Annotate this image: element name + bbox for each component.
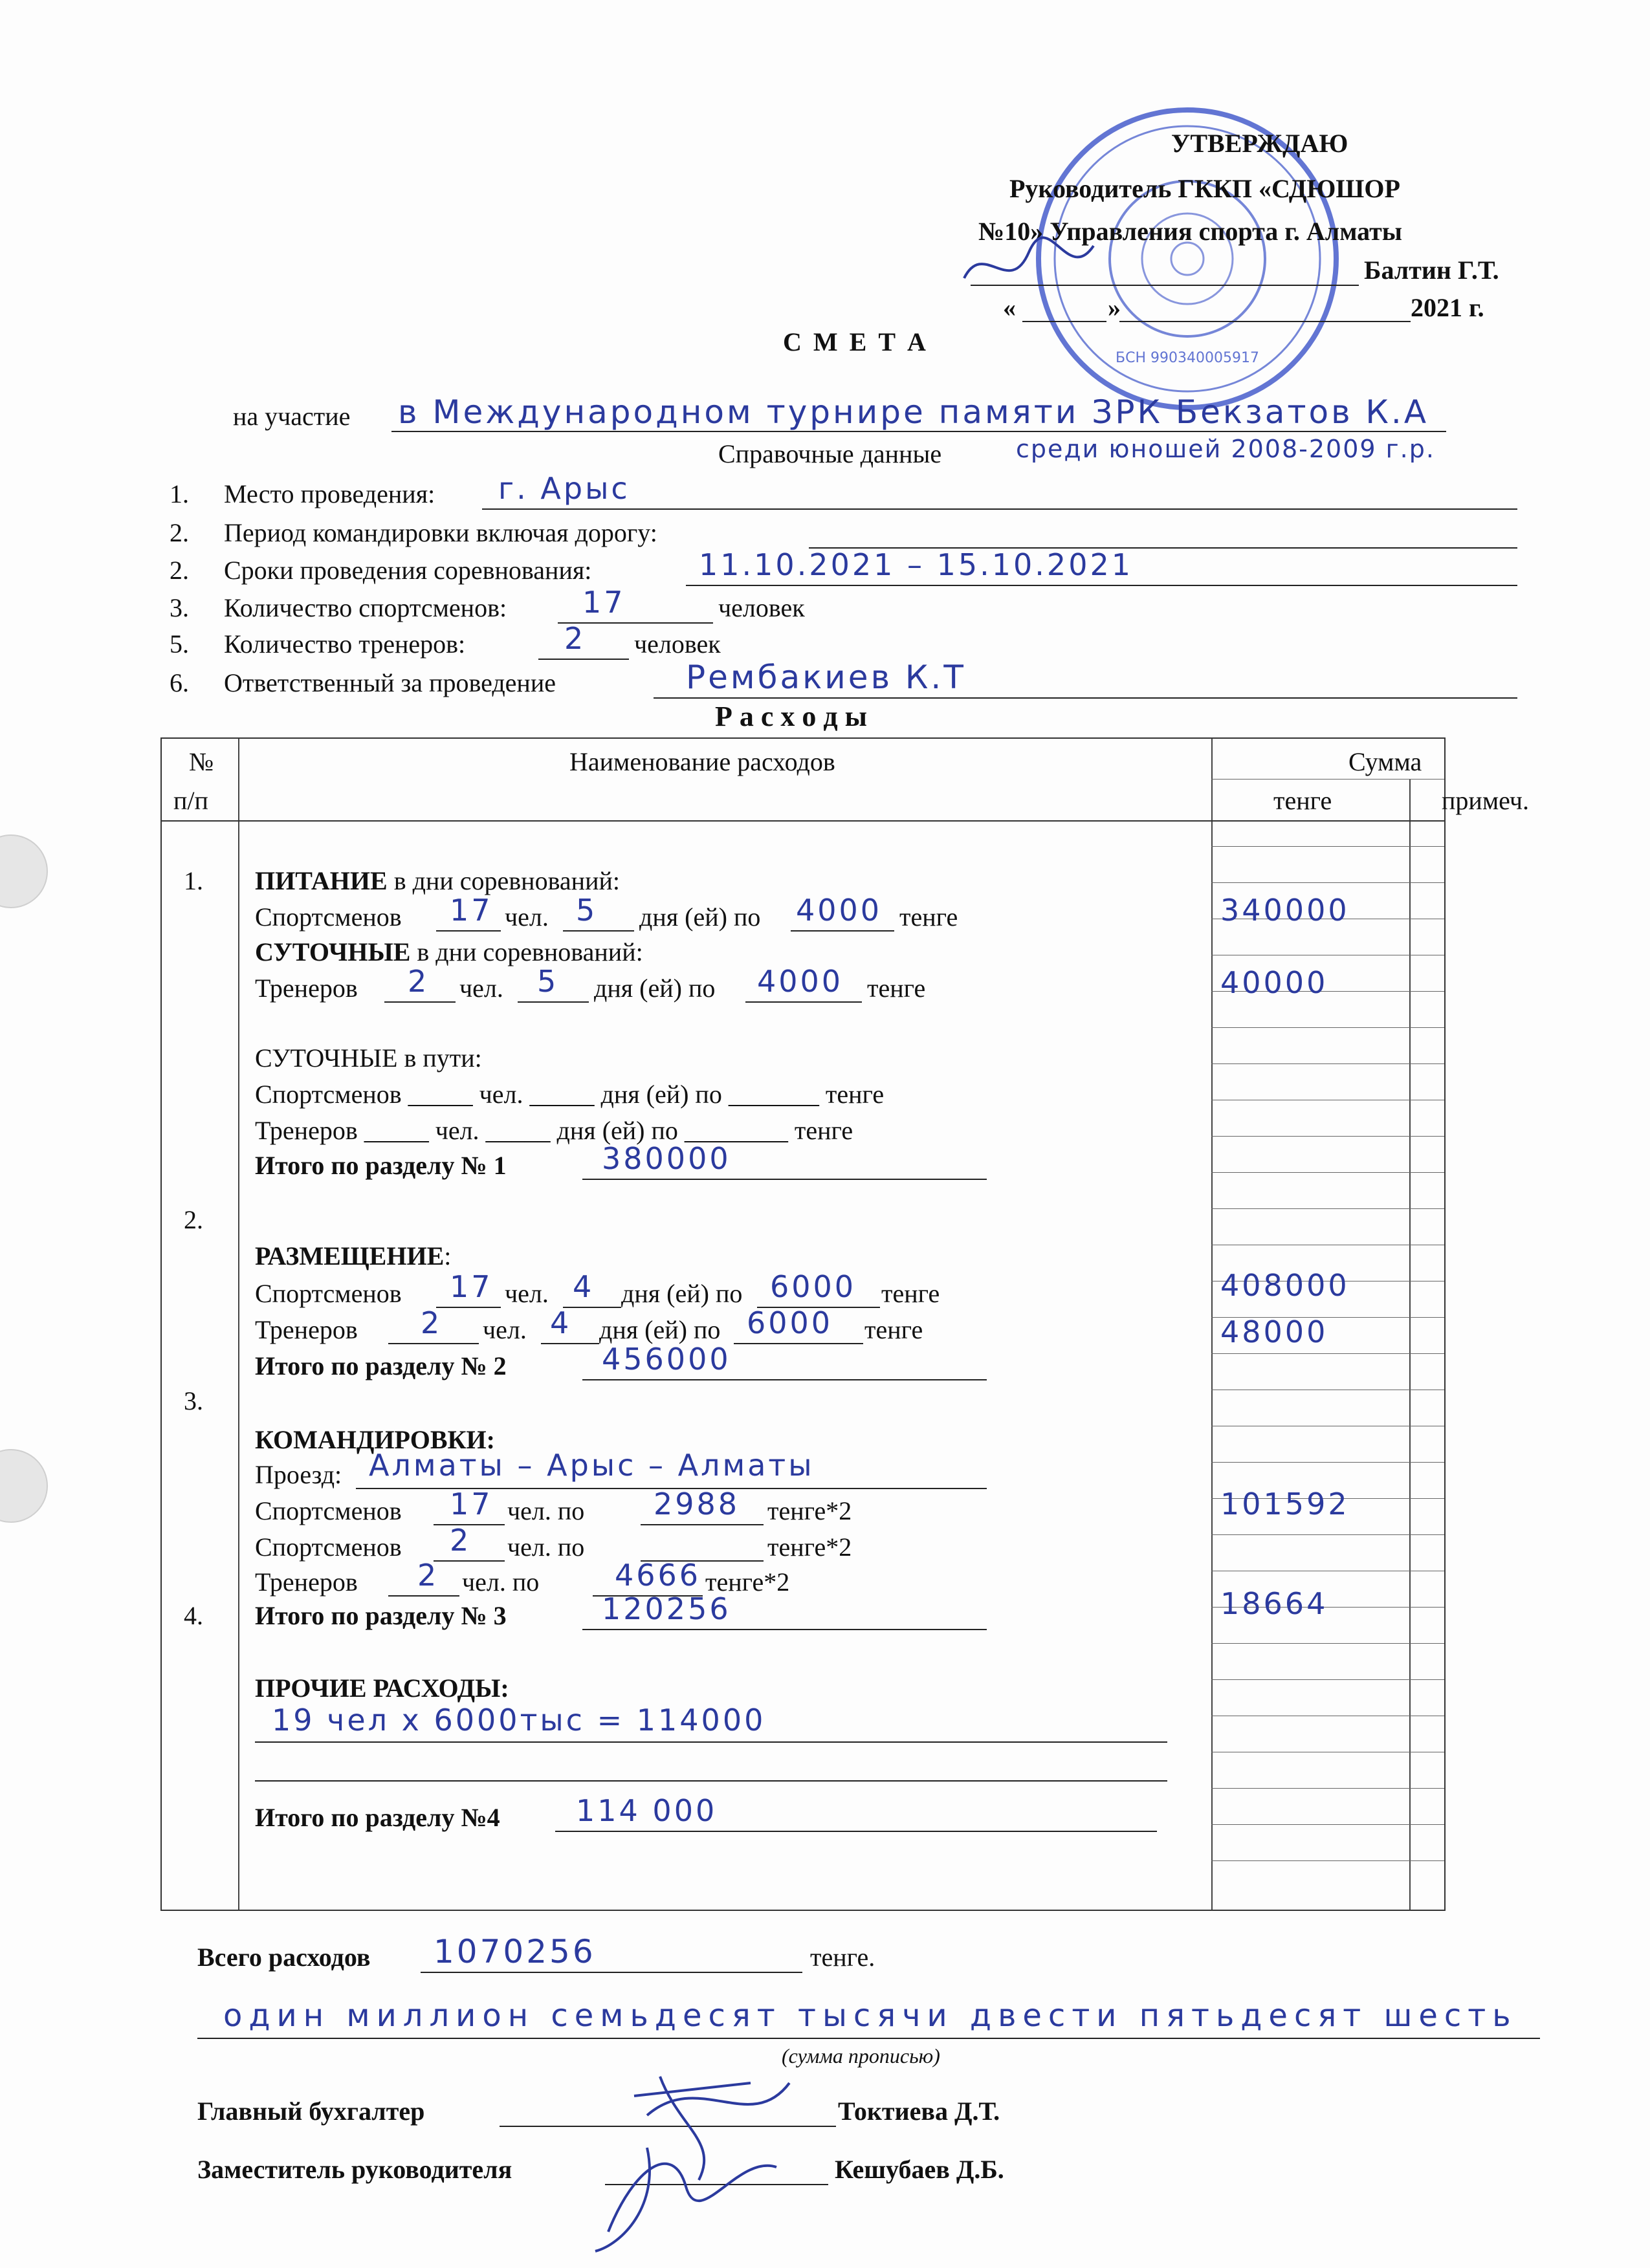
row-label: Спортсменов — [255, 1279, 402, 1308]
hw-count: 17 — [450, 1487, 493, 1521]
section-total-value: 120256 — [602, 1591, 731, 1626]
daily-heading: СУТОЧНЫЕ в дни соревнований: — [255, 937, 643, 966]
row-label: дня (ей) по — [639, 902, 761, 932]
section-total-label: Итого по разделу № 2 — [255, 1351, 507, 1380]
row-label: Спортсменов — [255, 1532, 402, 1562]
col-note-header: примеч. — [1442, 786, 1529, 815]
hw-price: 6000 — [770, 1269, 857, 1304]
total-words: один миллион семьдесят тысячи двести пятьдесят шесть — [223, 1998, 1517, 2034]
travel-heading: СУТОЧНЫЕ в пути: — [255, 1043, 482, 1073]
approval-line1: Руководитель ГККП «СДЮШОР — [1009, 174, 1400, 203]
trips-heading: КОМАНДИРОВКИ: — [255, 1425, 495, 1454]
hw-count: 17 — [450, 1269, 493, 1304]
expenses-title: Р а с х о д ы — [715, 701, 868, 732]
sum-lodging-athletes: 408000 — [1220, 1268, 1350, 1303]
row-label: тенге*2 — [767, 1532, 852, 1562]
row-label: Спортсменов — [255, 902, 402, 932]
punch-hole — [0, 834, 48, 908]
sum-grid-line — [1211, 1172, 1444, 1173]
section-num: 1. — [184, 866, 203, 895]
row-label: дня (ей) по — [621, 1279, 743, 1308]
hw-days: 5 — [537, 964, 559, 999]
row-label: дня (ей) по — [599, 1315, 721, 1344]
route-value: Алматы – Арыс – Алматы — [369, 1448, 815, 1483]
sum-grid-line — [1211, 1824, 1444, 1825]
hw-price: 6000 — [747, 1305, 833, 1340]
info-value-place: г. Арыс — [498, 471, 630, 506]
section-total-value: 380000 — [602, 1141, 731, 1176]
sum-grid-line — [1211, 1462, 1444, 1463]
row-label: тенге — [864, 1315, 923, 1344]
approval-line2: №10» Управления спорта г. Алматы — [978, 217, 1403, 246]
travel-line: Спортсменов _____ чел. _____ дня (ей) по _______ тенге — [255, 1080, 885, 1109]
other-heading: ПРОЧИЕ РАСХОДЫ: — [255, 1674, 509, 1703]
info-suffix: человек — [634, 629, 721, 659]
col-name-header: Наименование расходов — [569, 747, 835, 776]
info-num: 3. — [170, 593, 189, 622]
info-label: Период командировки включая дорогу: — [224, 518, 657, 547]
section-total-value: 456000 — [602, 1342, 731, 1377]
col-num-header: № — [189, 747, 214, 776]
other-line: 19 чел х 6000тыс = 114000 — [272, 1703, 766, 1738]
row-label: Тренеров — [255, 1567, 358, 1597]
section-total-label: Итого по разделу №4 — [255, 1803, 500, 1832]
info-num: 2. — [170, 556, 189, 585]
hw-count: 2 — [417, 1558, 439, 1593]
hw-count: 2 — [421, 1305, 443, 1340]
info-num: 5. — [170, 629, 189, 659]
info-value-dates: 11.10.2021 – 15.10.2021 — [699, 547, 1133, 582]
food-heading: ПИТАНИЕ в дни соревнований: — [255, 866, 621, 895]
sum-grid-line — [1211, 1353, 1444, 1354]
sum-grid-line — [1211, 882, 1444, 883]
section-num: 2. — [184, 1205, 203, 1234]
info-label: Место проведения: — [224, 479, 435, 508]
sig-name-deputy: Кешубаев Д.Б. — [835, 2155, 1004, 2184]
sum-grid-line — [1211, 1643, 1444, 1644]
col-num-header2: п/п — [173, 786, 208, 815]
sum-grid-line — [1211, 1788, 1444, 1789]
svg-text:БСН 990340005917: БСН 990340005917 — [1116, 350, 1259, 366]
info-num: 2. — [170, 518, 189, 547]
approval-date-open: « — [1003, 293, 1016, 322]
document-title: С М Е Т А — [783, 327, 929, 356]
info-label: Количество тренеров: — [224, 629, 466, 659]
row-label: Спортсменов — [255, 1496, 402, 1525]
approval-signature — [958, 226, 1100, 304]
expenses-table — [160, 737, 1529, 1911]
sum-grid-line — [1211, 846, 1444, 847]
hw-days: 4 — [550, 1305, 572, 1340]
total-value: 1070256 — [434, 1933, 596, 1970]
row-label: Тренеров — [255, 1315, 358, 1344]
sum-trips-athletes: 101592 — [1220, 1487, 1350, 1521]
travel-line: Тренеров _____ чел. _____ дня (ей) по ________ тенге — [255, 1116, 853, 1145]
row-label: тенге — [867, 974, 926, 1003]
info-value-coaches: 2 — [564, 621, 586, 656]
row-label: тенге — [899, 902, 958, 932]
sig-role-accountant: Главный бухгалтер — [197, 2097, 425, 2126]
info-suffix: человек — [718, 593, 805, 622]
hw-price: 4000 — [796, 893, 883, 928]
row-label: чел. — [505, 902, 549, 932]
info-label: Сроки проведения соревнования: — [224, 556, 592, 585]
hw-price: 4000 — [757, 964, 844, 999]
sum-food: 340000 — [1220, 893, 1350, 928]
info-label: Количество спортсменов: — [224, 593, 507, 622]
sum-daily: 40000 — [1220, 965, 1328, 1000]
reference-value: среди юношей 2008-2009 г.р. — [1016, 435, 1435, 463]
section-total-label: Итого по разделу № 3 — [255, 1601, 507, 1630]
hw-days: 4 — [573, 1269, 595, 1304]
row-label: Тренеров — [255, 974, 358, 1003]
row-label: чел. по — [507, 1496, 585, 1525]
sum-grid-line — [1211, 1136, 1444, 1137]
sum-grid-line — [1211, 1027, 1444, 1028]
info-num: 6. — [170, 668, 189, 697]
punch-hole — [0, 1449, 48, 1523]
total-words-caption: (сумма прописью) — [782, 2044, 940, 2067]
hw-price: 4666 — [615, 1558, 701, 1593]
section-num: 4. — [184, 1601, 203, 1630]
approval-date-mid: » — [1108, 293, 1121, 322]
sum-grid-line — [1211, 1860, 1444, 1861]
row-label: тенге*2 — [767, 1496, 852, 1525]
row-label: чел. — [459, 974, 503, 1003]
route-label: Проезд: — [255, 1460, 342, 1489]
participation-label: на участие — [233, 402, 351, 431]
approval-title: УТВЕРЖДАЮ — [1171, 129, 1348, 158]
sum-grid-line — [1211, 1534, 1444, 1535]
info-num: 1. — [170, 479, 189, 508]
total-label: Всего расходов — [197, 1943, 371, 1972]
total-suffix: тенге. — [810, 1943, 875, 1972]
section-total-value: 114 000 — [576, 1793, 718, 1828]
lodging-heading: РАЗМЕЩЕНИЕ: — [255, 1241, 452, 1270]
col-sum-header: Сумма — [1348, 747, 1422, 776]
info-label: Ответственный за проведение — [224, 668, 556, 697]
row-label: дня (ей) по — [594, 974, 716, 1003]
sum-lodging-coaches: 48000 — [1220, 1314, 1328, 1349]
row-label: чел. — [483, 1315, 527, 1344]
section-total-label: Итого по разделу № 1 — [255, 1151, 507, 1180]
row-label: чел. по — [462, 1567, 540, 1597]
sum-grid-line — [1211, 1679, 1444, 1680]
info-value-athletes: 17 — [582, 585, 626, 620]
sum-grid-line — [1211, 1063, 1444, 1064]
participation-value: в Международном турнире памяти ЗРК Бекзатов К.А — [398, 393, 1429, 431]
row-label: тенге*2 — [705, 1567, 790, 1597]
approval-signer: Балтин Г.Т. — [1364, 256, 1499, 285]
hw-count: 17 — [450, 893, 493, 928]
sig-name-accountant: Токтиева Д.Т. — [838, 2097, 1000, 2126]
row-label: чел. по — [507, 1532, 585, 1562]
row-label: чел. — [505, 1279, 549, 1308]
sig-role-deputy: Заместитель руководителя — [197, 2155, 512, 2184]
sum-grid-line — [1211, 1208, 1444, 1209]
row-label: тенге — [881, 1279, 940, 1308]
section-num: 3. — [184, 1386, 203, 1415]
hw-price: 2988 — [654, 1487, 740, 1521]
sum-trips-coaches: 18664 — [1220, 1586, 1328, 1621]
approval-date-year: 2021 г. — [1411, 293, 1484, 322]
hw-count: 2 — [450, 1523, 472, 1558]
deputy-signature — [582, 2128, 789, 2258]
reference-label: Справочные данные — [718, 439, 942, 468]
info-value-responsible: Рембакиев К.Т — [686, 659, 966, 696]
hw-days: 5 — [576, 893, 598, 928]
hw-count: 2 — [408, 964, 430, 999]
col-tenge-header: тенге — [1273, 786, 1332, 815]
